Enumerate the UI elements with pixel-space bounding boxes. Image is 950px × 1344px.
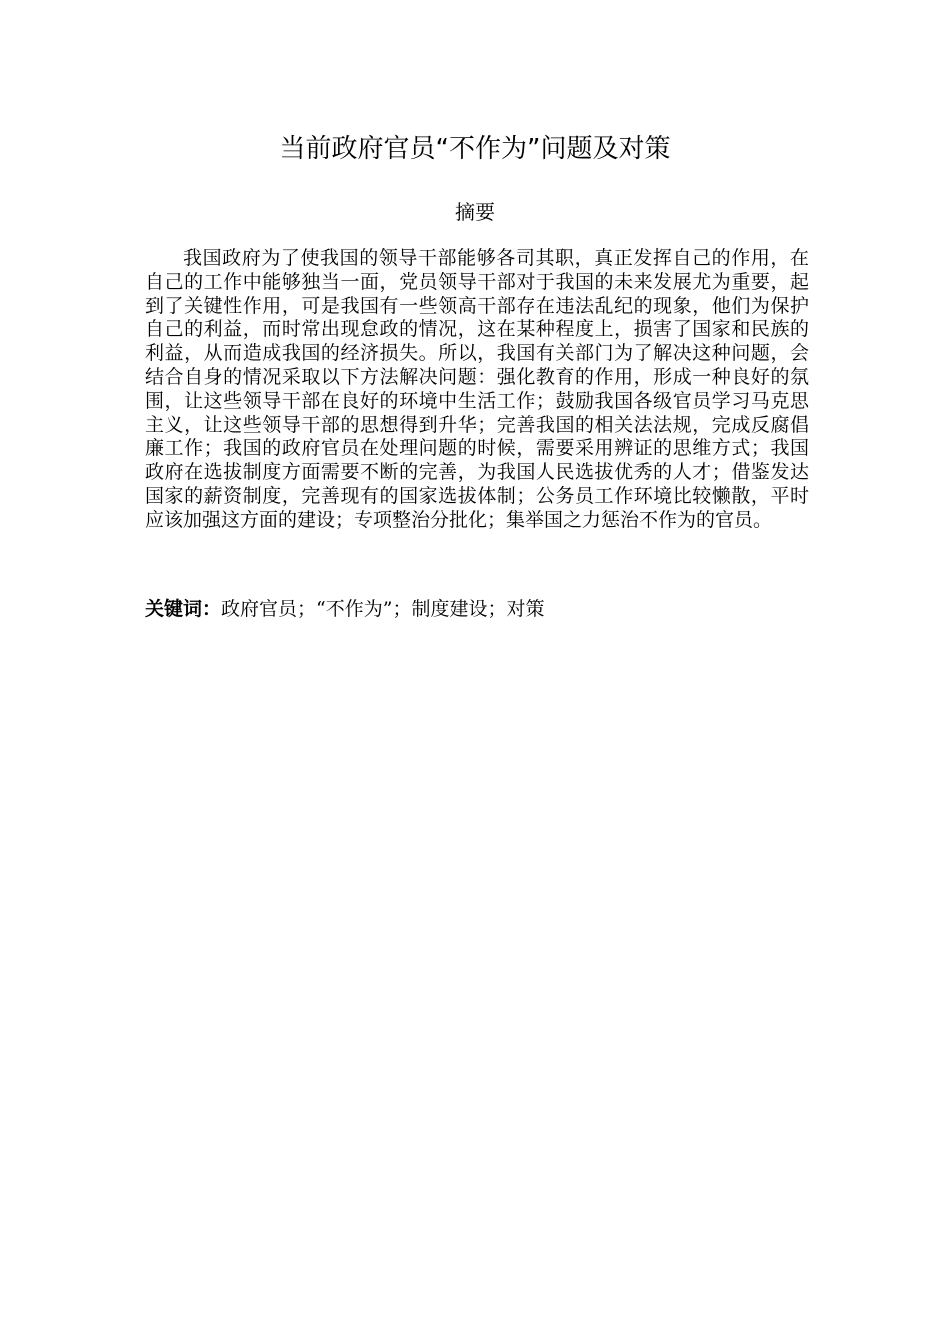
- abstract-paragraph: 我国政府为了使我国的领导干部能够各司其职，真正发挥自己的作用，在自己的工作中能够独当一面，党员领导干部对于我国的未来发展尤为重要，起到了关键性作用，可是我国有一些领高干部存在违法乱纪的现象，他们为保护自己的利益，而时常出现怠政的情况，这在某种程度上，损害了国家和民族的利益，从而造成我国的经济损失。所以，我国有关部门为了解决这种问题，会结合自身的情况采取以下方法解决问题：强化教育的作用，形成一种良好的氛围，让这些领导干部在良好的环境中生活工作；鼓励我国各级官员学习马克思主义，让这些领导干部的思想得到升华；完善我国的相关法法规，完成反腐倡廉工作；我国的政府官员在处理问题的时候，需要采用辨证的思维方式；我国政府在选拔制度方面需要不断的完善，为我国人民选拔优秀的人才；借鉴发达国家的薪资制度，完善现有的国家选拔体制；公务员工作环境比较懒散，平时应该加强这方面的建设；专项整治分批化；集举国之力惩治不作为的官员。: [145, 247, 809, 531]
- keywords-label: 关键词：: [145, 598, 222, 620]
- abstract-heading: 摘要: [455, 200, 495, 224]
- keywords-line: [145, 597, 809, 621]
- keywords-text: 政府官员；“不作为”；制度建设；对策: [221, 598, 545, 620]
- document-title: 当前政府官员“不作为”问题及对策: [279, 134, 671, 164]
